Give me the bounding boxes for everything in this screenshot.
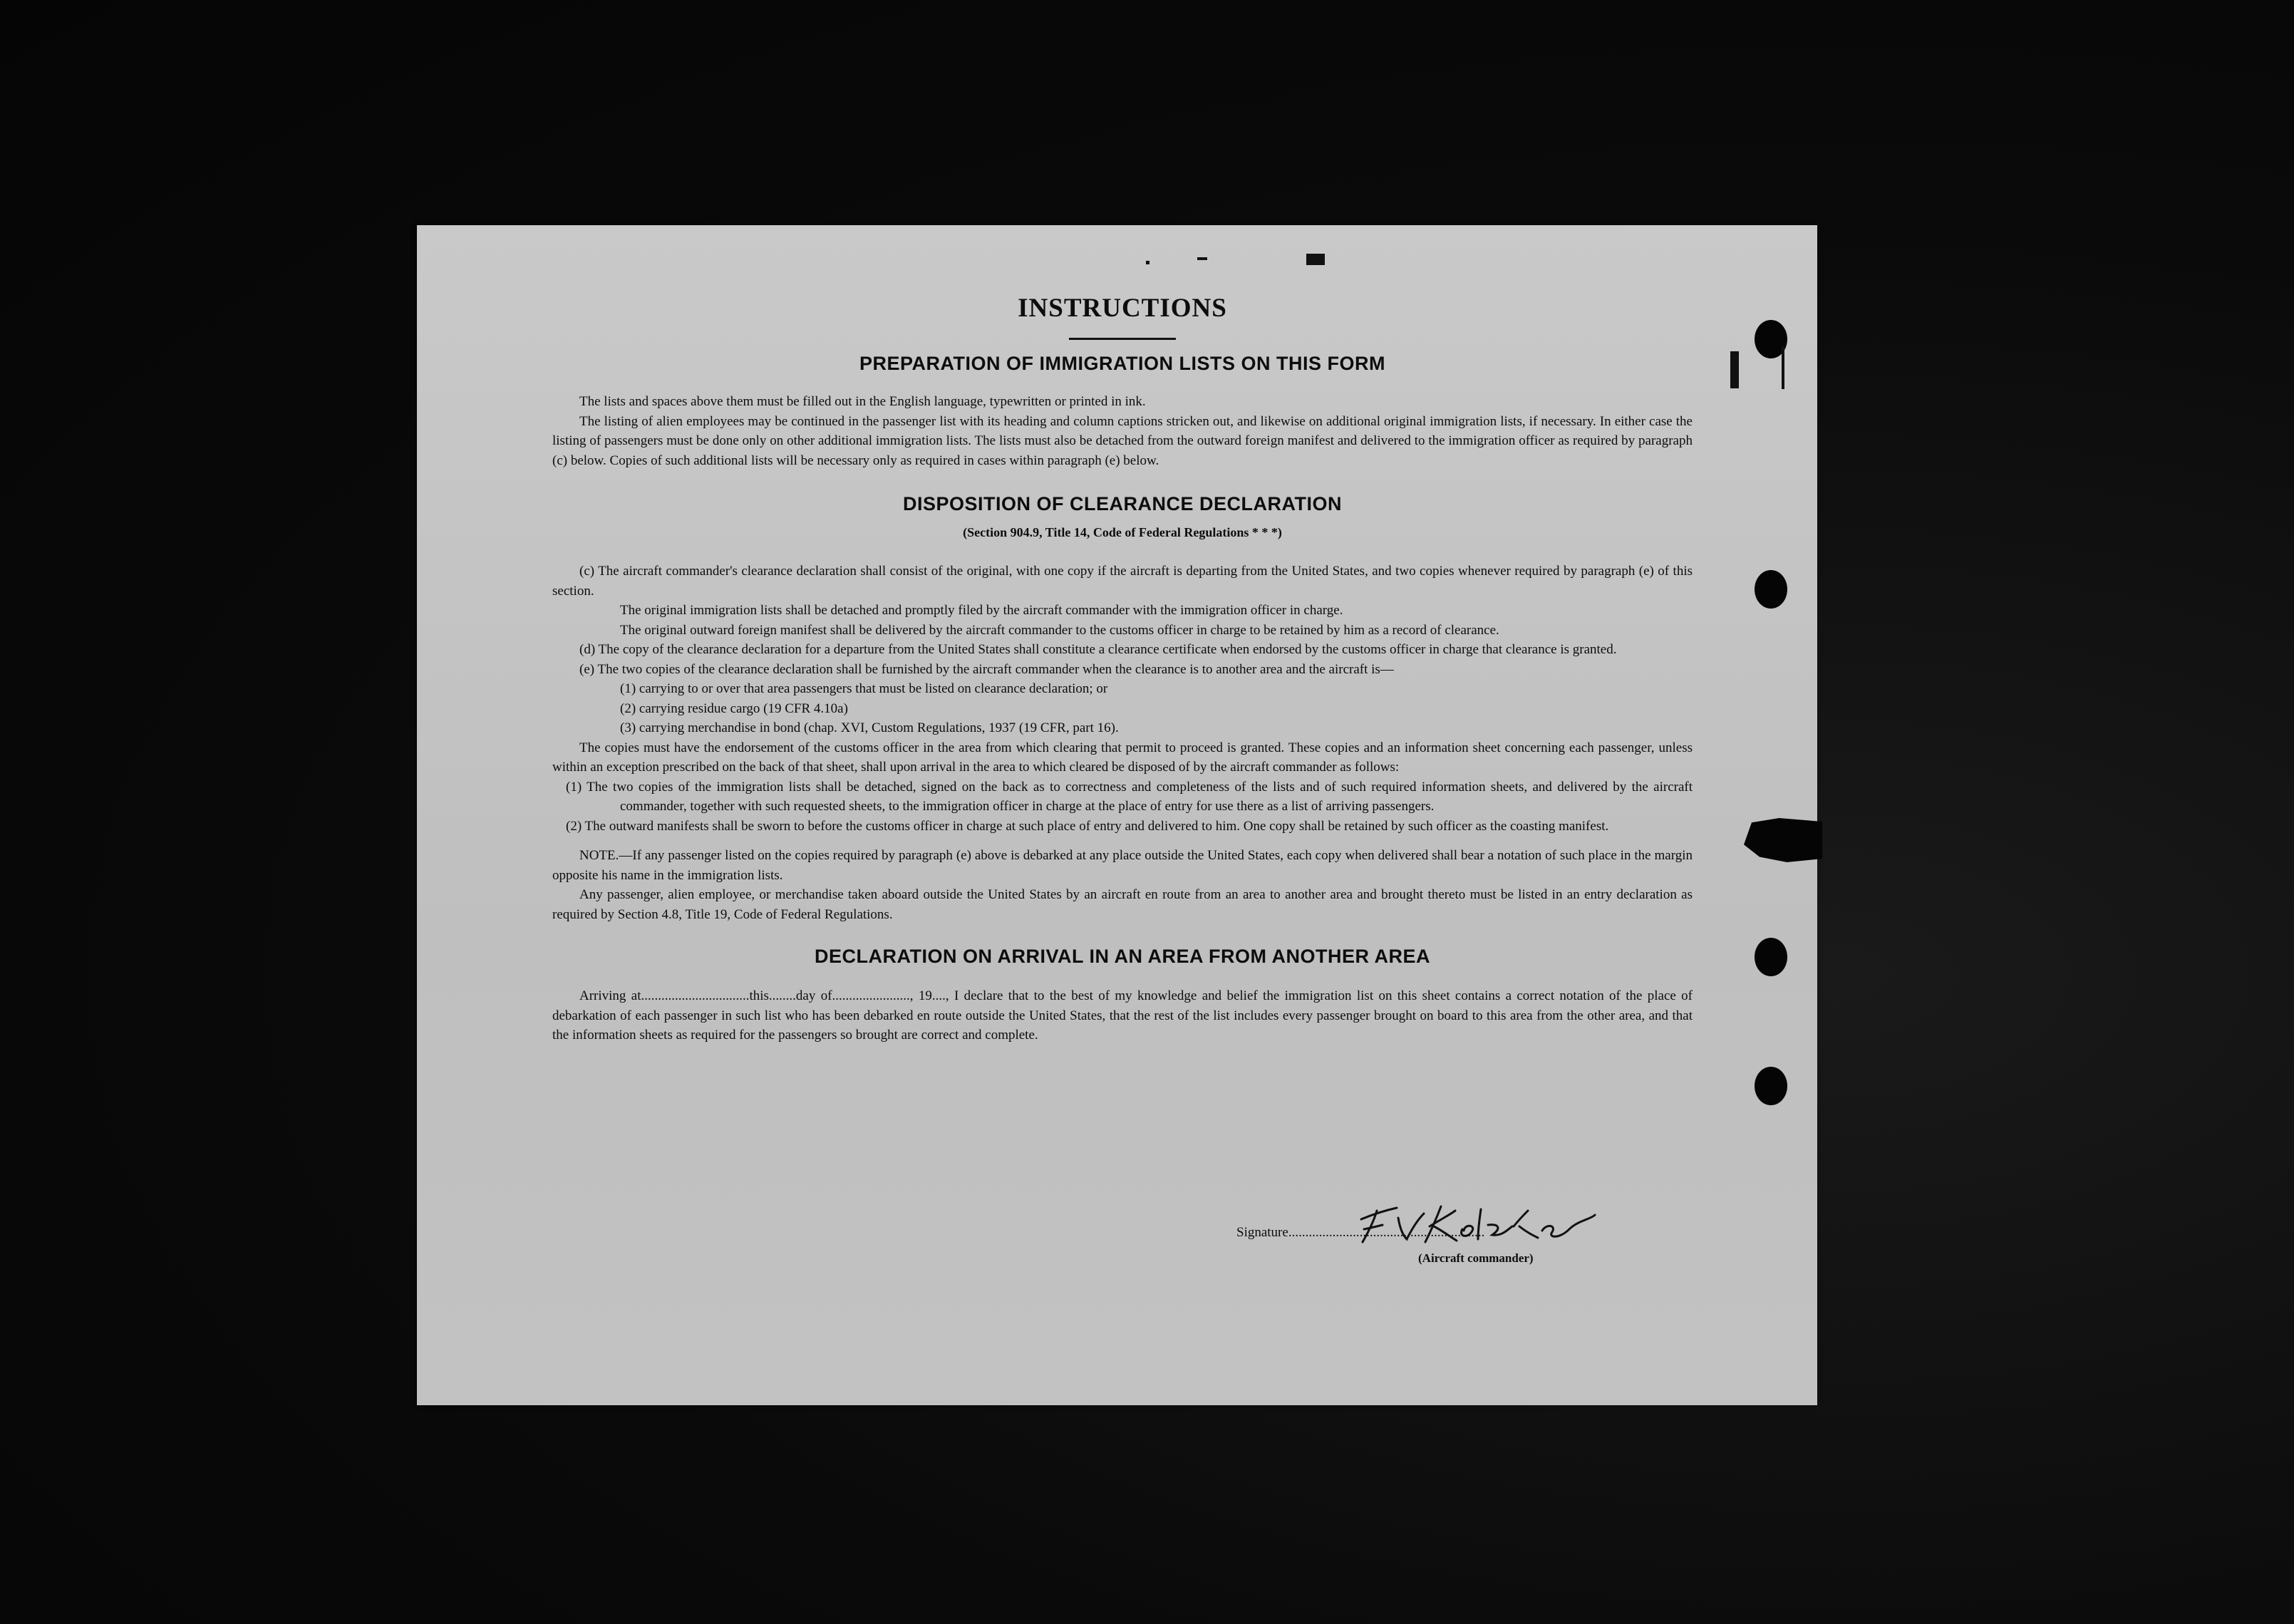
paragraph: The lists and spaces above them must be filled out in the English language, typewritten or printed in ink. xyxy=(579,394,1146,409)
signature-dots: .......................................................... xyxy=(1288,1225,1485,1240)
list-item: (2) carrying residue cargo (19 CFR 4.10a) xyxy=(620,700,848,716)
torn-edge xyxy=(1744,818,1822,862)
document-page xyxy=(417,225,1817,1405)
scan-artifact xyxy=(1782,346,1784,389)
list-item: (2) The outward manifests shall be sworn to before the customs officer in charge at such place of entry and delivered to him. One copy shall be retained by such officer as the coasting manifest. xyxy=(566,818,1609,834)
section-heading-preparation: PREPARATION OF IMMIGRATION LISTS ON THIS FORM xyxy=(859,353,1385,374)
paragraph-c-1: The original immigration lists shall be detached and promptly filed by the aircraft commander with the immigration officer in charge. xyxy=(620,603,1343,618)
handwritten-signature xyxy=(1355,1198,1598,1248)
paragraph-c: (c) The aircraft commander's clearance declaration shall consist of the original, with one copy if the aircraft is departing from the United States, and two copies whenever required by paragraph (e) of this section. xyxy=(552,564,1693,599)
instructions-body xyxy=(552,293,1693,1045)
declaration-paragraph: Arriving at................................this........day of......................., 19...., I declare that to the best of my knowledge and belief the immigration list on this sheet contains a correct notation of the place of debarkation of each passenger in such list who has been debarked en route outside the United States, that the rest of the list includes every passenger brought on board to this area from the other area, and that the information sheets as required for the passengers so brought are correct and complete. xyxy=(552,988,1693,1043)
paragraph: The listing of alien employees may be continued in the passenger list with its heading and column captions stricken out, and likewise on additional original immigration lists, if necessary. In either case the listing of passengers must be done only on other additional immigration lists. The lists must also be detached from the outward foreign manifest and delivered to the immigration officer as required by paragraph (c) below. Copies of such additional lists will be necessary only as required in cases within paragraph (e) below. xyxy=(552,413,1693,468)
scan-artifact xyxy=(1197,257,1207,260)
paragraph-d: (d) The copy of the clearance declaration for a departure from the United States shall constitute a clearance certificate when endorsed by the customs officer in charge that clearance is granted. xyxy=(579,642,1617,657)
section-heading-declaration: DECLARATION ON ARRIVAL IN AN AREA FROM ANOTHER AREA xyxy=(815,946,1430,967)
scan-artifact xyxy=(1146,261,1149,264)
punch-hole xyxy=(1755,1067,1787,1105)
paragraph-c-2: The original outward foreign manifest shall be delivered by the aircraft commander to the customs officer in charge to be retained by him as a record of clearance. xyxy=(620,622,1499,638)
signature-label: Signature xyxy=(1236,1225,1288,1240)
section-citation: (Section 904.9, Title 14, Code of Federal Regulations * * *) xyxy=(963,525,1282,539)
paragraph-any-passenger: Any passenger, alien employee, or merchandise taken aboard outside the United States by an aircraft en route from an area to another area and brought thereto must be listed in an entry declaration as required by Section 4.8, Title 19, Code of Federal Regulations. xyxy=(552,887,1693,922)
section-heading-disposition: DISPOSITION OF CLEARANCE DECLARATION xyxy=(902,493,1342,514)
list-item: (1) The two copies of the immigration lists shall be detached, signed on the back as to correctness and completeness of the lists and of such required information sheets, and delivered by the aircraft commander, together with such requested sheets, to the immigration officer in charge at the place of entry for use there as a list of arriving passengers. xyxy=(566,779,1693,814)
punch-hole xyxy=(1755,570,1787,609)
scan-artifact xyxy=(1730,351,1739,388)
scan-artifact xyxy=(1306,254,1325,265)
signature-caption: (Aircraft commander) xyxy=(1418,1251,1534,1265)
paragraph-copies: The copies must have the endorsement of the customs officer in the area from which clearing that permit to proceed is granted. These copies and an information sheet concerning each passenger, unless within an exception prescribed on the back of that sheet, shall upon arrival in the area to which cleared be disposed of by the aircraft commander as follows: xyxy=(552,740,1693,775)
paragraph-e: (e) The two copies of the clearance declaration shall be furnished by the aircraft commander when the clearance is to another area and the aircraft is— xyxy=(579,661,1394,677)
punch-hole xyxy=(1755,938,1787,976)
page-title: INSTRUCTIONS xyxy=(1018,294,1227,323)
list-item: (3) carrying merchandise in bond (chap. XVI, Custom Regulations, 1937 (19 CFR, part 16). xyxy=(620,720,1119,735)
note-paragraph: NOTE.—If any passenger listed on the copies required by paragraph (e) above is debarked at any place outside the United States, each copy when delivered shall bear a notation of such place in the margin opposite his name in the immigration lists. xyxy=(552,848,1693,883)
list-item: (1) carrying to or over that area passengers that must be listed on clearance declaration; or xyxy=(620,681,1108,696)
title-rule xyxy=(1069,338,1176,340)
